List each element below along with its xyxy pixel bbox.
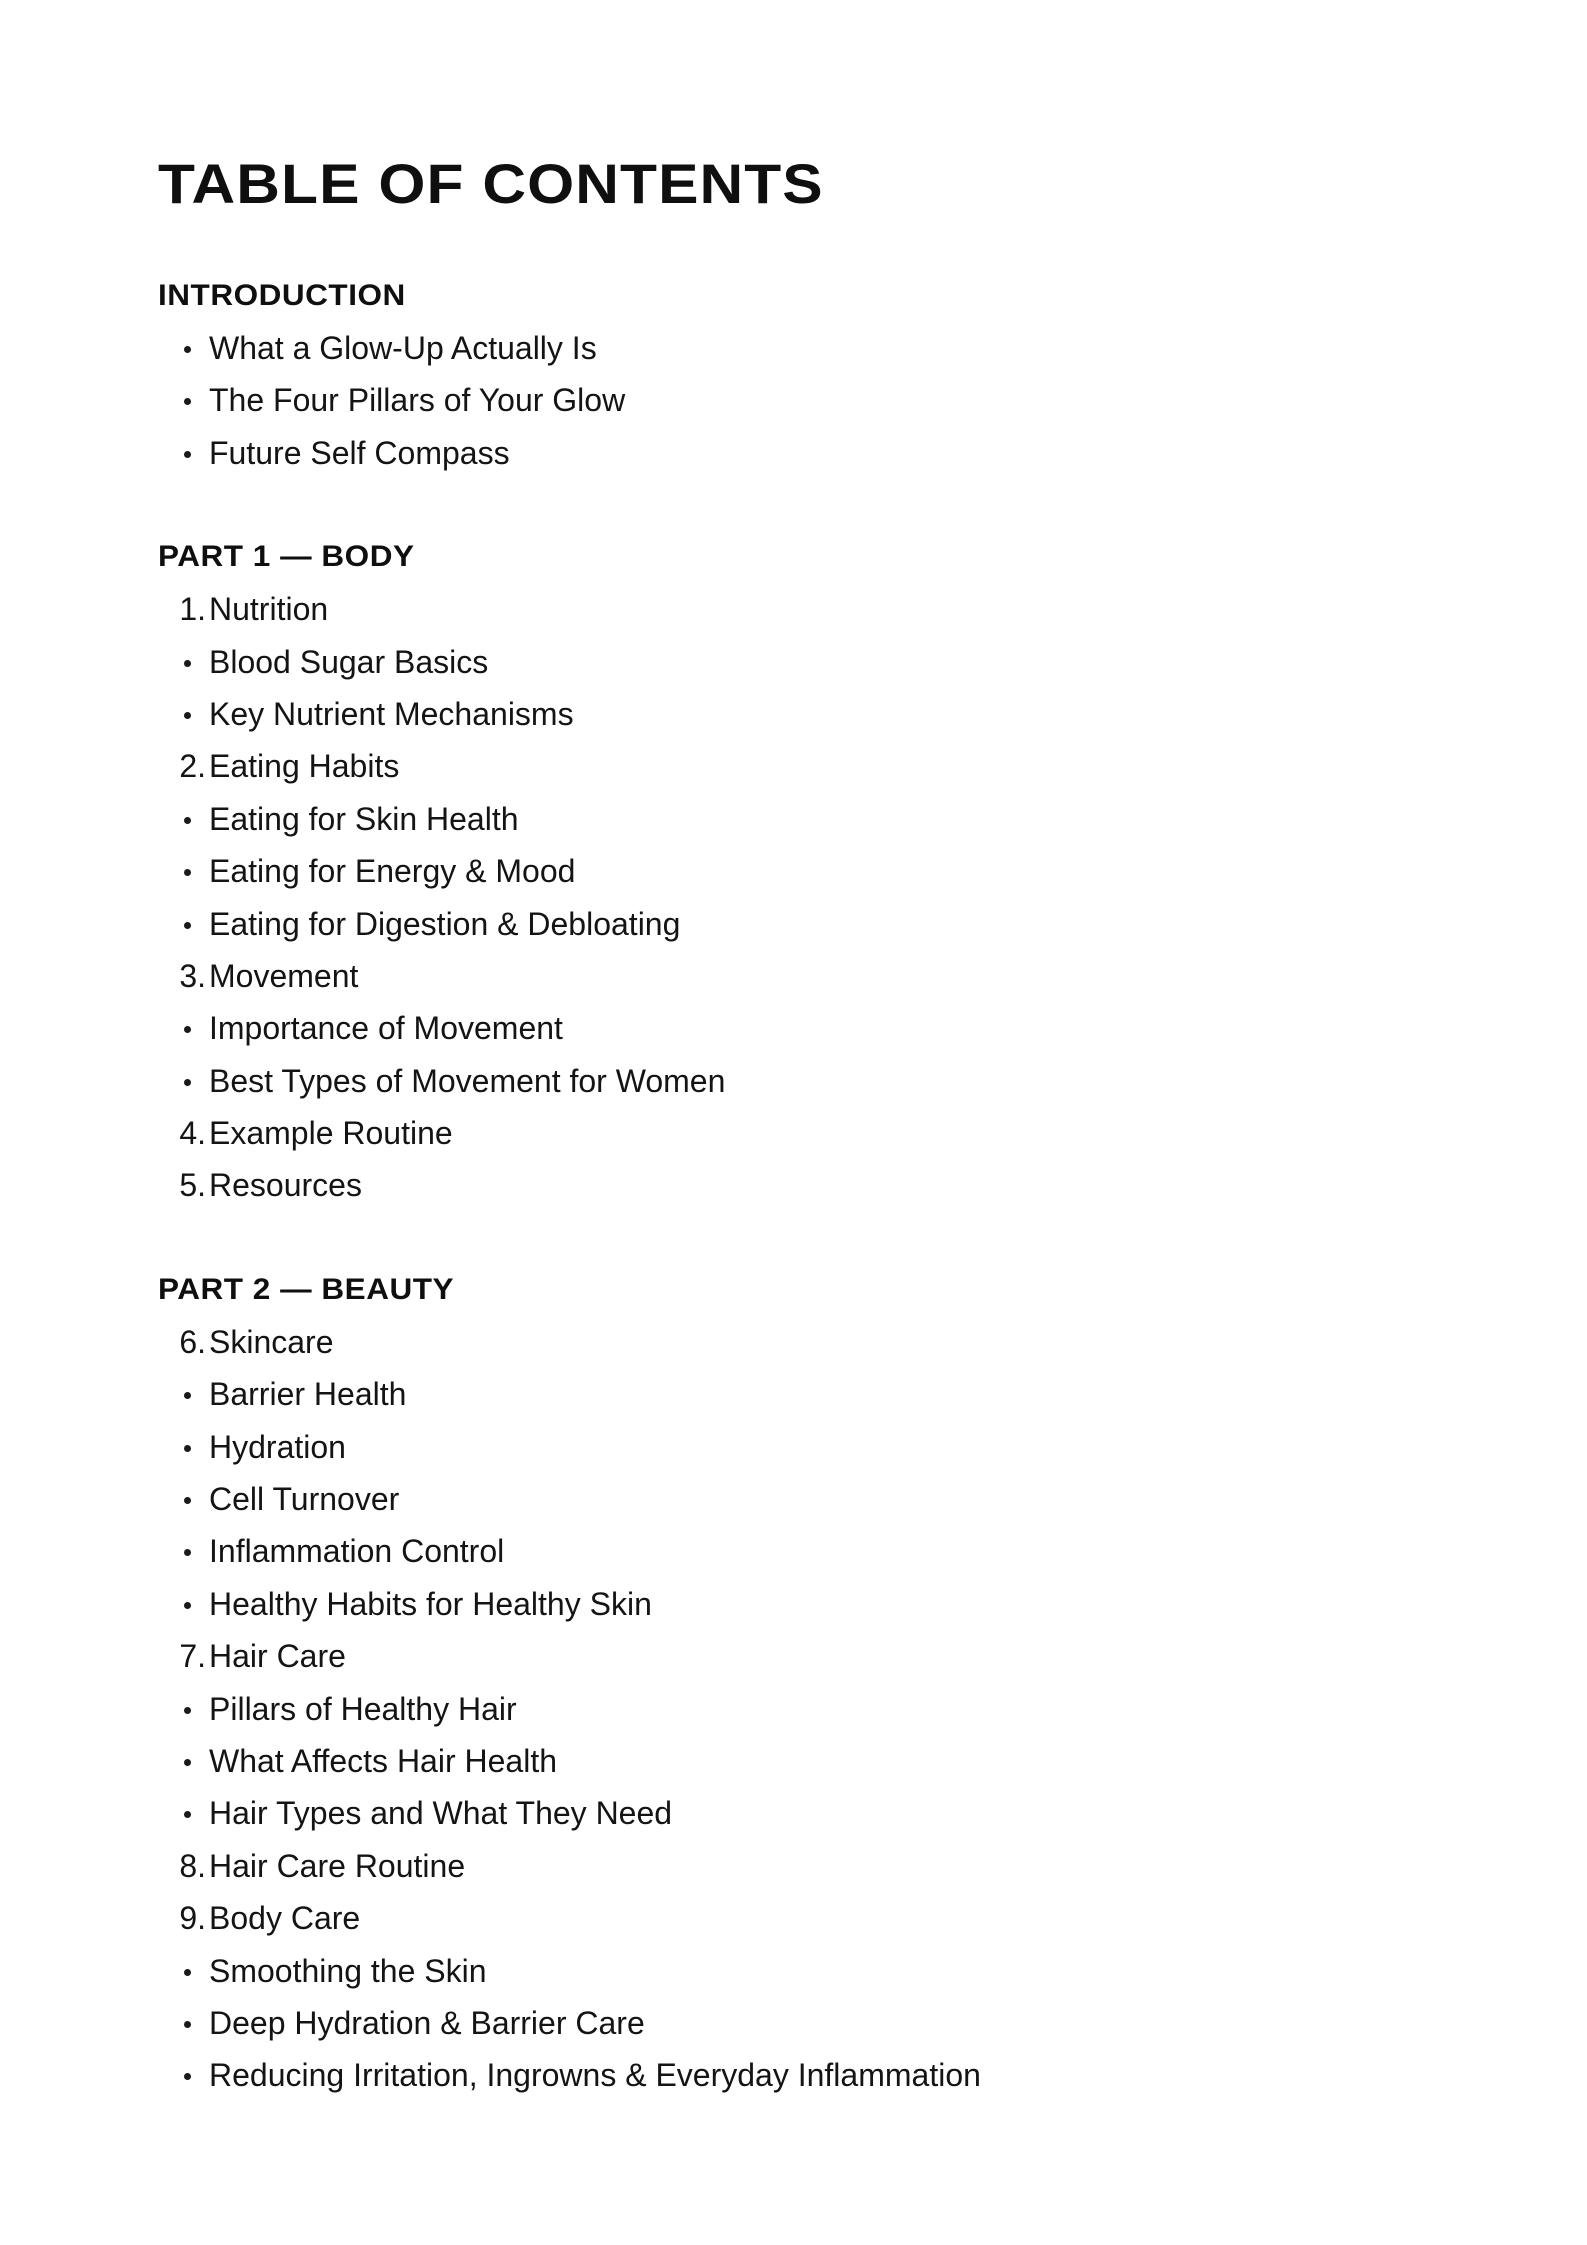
chapter-number: 9.	[179, 1900, 206, 1937]
toc-section	[158, 270, 1458, 479]
section-heading: PART 2 — BEAUTY	[158, 1272, 455, 1306]
toc-list	[158, 322, 1458, 479]
toc-section	[158, 531, 1458, 1212]
bullet-icon	[184, 1811, 191, 1818]
toc-list	[158, 1316, 1458, 2102]
toc-page	[158, 150, 1458, 2154]
toc-subitem[interactable]	[158, 636, 1458, 688]
toc-subitem[interactable]	[158, 1421, 1458, 1473]
toc-section	[158, 1264, 1458, 2102]
chapter-number: 5.	[179, 1167, 206, 1204]
toc-item-label: Pillars of Healthy Hair	[209, 1690, 517, 1727]
toc-chapter-item[interactable]	[158, 1159, 1458, 1211]
toc-item-label: Hair Care Routine	[209, 1847, 466, 1884]
toc-item-label: Future Self Compass	[209, 434, 510, 471]
chapter-number: 4.	[179, 1115, 206, 1152]
bullet-icon	[184, 2021, 191, 2028]
bullet-icon	[184, 1707, 191, 1714]
bullet-icon	[184, 922, 191, 929]
bullet-icon	[184, 712, 191, 719]
toc-subitem[interactable]	[158, 1997, 1458, 2049]
toc-subitem[interactable]	[158, 1055, 1458, 1107]
toc-item-label: The Four Pillars of Your Glow	[209, 382, 626, 419]
chapter-number: 6.	[179, 1323, 206, 1360]
toc-chapter-item[interactable]	[158, 1840, 1458, 1892]
toc-item-label: Blood Sugar Basics	[209, 643, 489, 680]
toc-subitem[interactable]	[158, 793, 1458, 845]
toc-chapter-item[interactable]	[158, 740, 1458, 792]
toc-item-label: Best Types of Movement for Women	[209, 1062, 726, 1099]
chapter-number: 7.	[179, 1638, 206, 1675]
toc-item-label: Resources	[209, 1167, 362, 1204]
toc-subitem[interactable]	[158, 1002, 1458, 1054]
toc-chapter-item[interactable]	[158, 1892, 1458, 1944]
toc-chapter-item[interactable]	[158, 1107, 1458, 1159]
toc-subitem[interactable]	[158, 374, 1458, 426]
chapter-number: 8.	[179, 1847, 206, 1884]
toc-item-label: What Affects Hair Health	[209, 1742, 557, 1779]
toc-item-label: Nutrition	[209, 591, 329, 628]
toc-item-label: Body Care	[209, 1900, 361, 1937]
toc-item-label: Importance of Movement	[209, 1010, 563, 1047]
toc-item-label: Barrier Health	[209, 1376, 407, 1413]
chapter-number: 2.	[179, 748, 206, 785]
bullet-icon	[184, 1392, 191, 1399]
bullet-icon	[184, 2073, 191, 2080]
toc-chapter-item[interactable]	[158, 1630, 1458, 1682]
bullet-icon	[184, 451, 191, 458]
bullet-icon	[184, 398, 191, 405]
toc-item-label: Eating for Digestion & Debloating	[209, 905, 681, 942]
bullet-icon	[184, 1497, 191, 1504]
toc-sections	[158, 270, 1458, 2102]
page-title: TABLE OF CONTENTS	[158, 152, 824, 215]
toc-item-label: What a Glow-Up Actually Is	[209, 330, 597, 366]
toc-chapter-item[interactable]	[158, 583, 1458, 635]
bullet-icon	[184, 1445, 191, 1452]
bullet-icon	[184, 1602, 191, 1609]
toc-subitem[interactable]	[158, 322, 1458, 374]
toc-chapter-item[interactable]	[158, 1316, 1458, 1368]
toc-item-label: Hair Care	[209, 1638, 346, 1675]
toc-subitem[interactable]	[158, 845, 1458, 897]
toc-subitem[interactable]	[158, 2049, 1458, 2101]
section-heading: PART 1 — BODY	[158, 540, 415, 574]
bullet-icon	[184, 1079, 191, 1086]
toc-item-label: Healthy Habits for Healthy Skin	[209, 1585, 652, 1622]
bullet-icon	[184, 1759, 191, 1766]
toc-subitem[interactable]	[158, 1683, 1458, 1735]
toc-item-label: Movement	[209, 957, 359, 994]
toc-item-label: Eating for Skin Health	[209, 800, 519, 837]
bullet-icon	[184, 869, 191, 876]
toc-chapter-item[interactable]	[158, 950, 1458, 1002]
toc-list	[158, 583, 1458, 1212]
toc-item-label: Deep Hydration & Barrier Care	[209, 2004, 645, 2041]
bullet-icon	[184, 1026, 191, 1033]
bullet-icon	[184, 1549, 191, 1556]
toc-item-label: Inflammation Control	[209, 1533, 505, 1570]
toc-item-label: Smoothing the Skin	[209, 1952, 487, 1989]
toc-item-label: Hair Types and What They Need	[209, 1795, 673, 1832]
bullet-icon	[184, 346, 191, 353]
toc-item-label: Skincare	[209, 1323, 334, 1360]
toc-item-label: Eating for Energy & Mood	[209, 853, 576, 890]
chapter-number: 1.	[179, 591, 206, 628]
section-heading: INTRODUCTION	[158, 279, 406, 312]
toc-item-label: Cell Turnover	[209, 1481, 400, 1518]
toc-subitem[interactable]	[158, 427, 1458, 479]
toc-subitem[interactable]	[158, 1525, 1458, 1577]
toc-subitem[interactable]	[158, 1735, 1458, 1787]
toc-subitem[interactable]	[158, 688, 1458, 740]
toc-item-label: Reducing Irritation, Ingrowns & Everyday Inflammation	[209, 2057, 981, 2094]
toc-subitem[interactable]	[158, 1945, 1458, 1997]
bullet-icon	[184, 817, 191, 824]
toc-item-label: Hydration	[209, 1428, 346, 1465]
toc-subitem[interactable]	[158, 1368, 1458, 1420]
toc-item-label: Key Nutrient Mechanisms	[209, 695, 574, 732]
toc-item-label: Example Routine	[209, 1115, 453, 1152]
bullet-icon	[184, 1969, 191, 1976]
toc-subitem[interactable]	[158, 1787, 1458, 1839]
toc-subitem[interactable]	[158, 898, 1458, 950]
toc-subitem[interactable]	[158, 1473, 1458, 1525]
toc-subitem[interactable]	[158, 1578, 1458, 1630]
bullet-icon	[184, 660, 191, 667]
chapter-number: 3.	[179, 957, 206, 994]
toc-item-label: Eating Habits	[209, 748, 400, 785]
